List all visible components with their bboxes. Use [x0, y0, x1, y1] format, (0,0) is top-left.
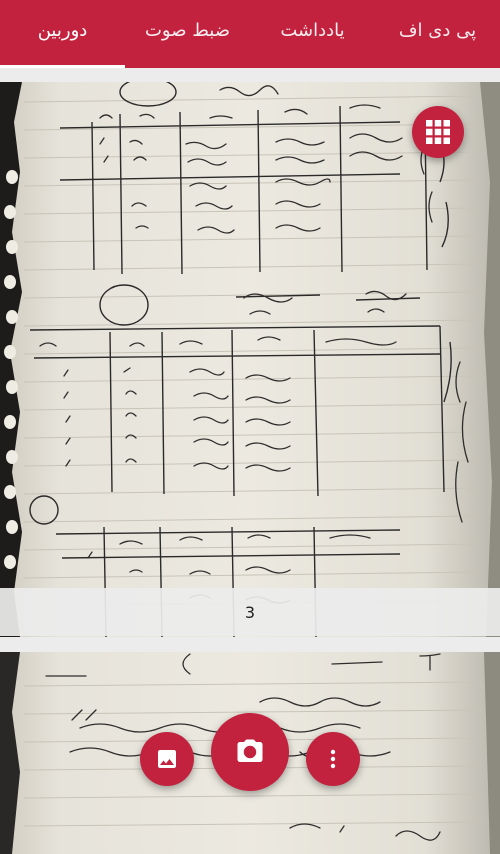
more-vert-icon — [321, 747, 345, 771]
handwritten-page-drawing — [0, 82, 500, 637]
camera-icon — [235, 737, 265, 767]
tab-pdf-label: پی دی اف — [398, 19, 477, 41]
grid-view-button[interactable] — [412, 106, 464, 158]
page-gap-top — [0, 68, 500, 82]
tab-voice-recorder-label: ضبط صوت — [144, 19, 231, 41]
tab-camera-label: دوربین — [37, 19, 88, 41]
captured-page-image[interactable] — [0, 82, 500, 637]
page-gap-bottom — [0, 637, 500, 652]
top-tab-bar — [0, 0, 500, 68]
tab-pdf[interactable] — [375, 0, 500, 68]
tab-notes[interactable] — [250, 0, 375, 68]
tab-camera[interactable] — [0, 0, 125, 68]
capture-button[interactable] — [211, 713, 289, 791]
more-options-button[interactable] — [306, 732, 360, 786]
tab-voice-recorder[interactable] — [125, 0, 250, 68]
tab-notes-label: یادداشت — [280, 19, 345, 41]
image-icon — [155, 747, 179, 771]
grid-icon — [425, 119, 451, 145]
gallery-button[interactable] — [140, 732, 194, 786]
page-indicator — [0, 588, 500, 636]
page-number: 3 — [244, 602, 256, 622]
